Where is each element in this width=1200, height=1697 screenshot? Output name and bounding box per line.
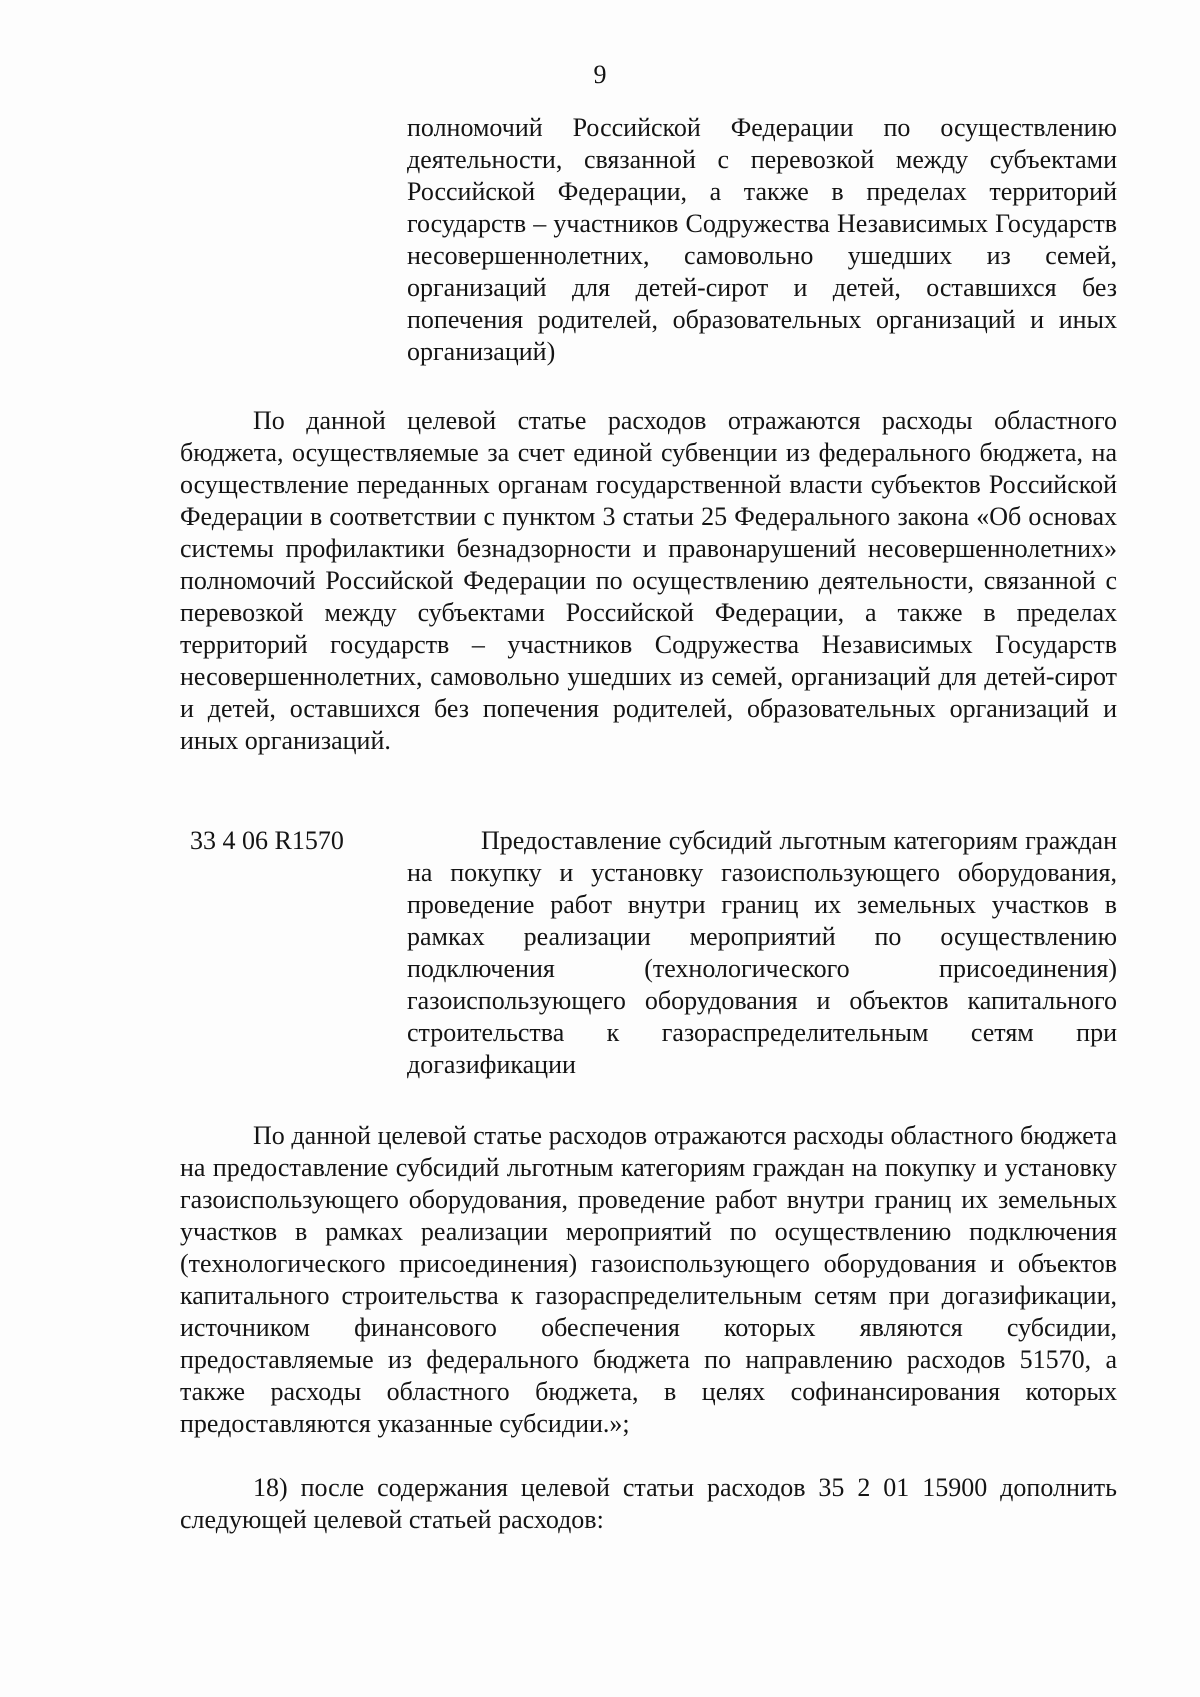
budget-code-description: Предоставление субсидий льготным категориям граждан на покупку и установку газоиспользующего оборудования, проведение работ внутри границ их земельных участков в рамках реализации мероприятий по осуществлению подключения (технологического присоединения) газоиспользующего оборудования и объектов капитального строительства к газораспределительным сетям при догазификации <box>407 826 1117 1079</box>
budget-code: 33 4 06 R1570 <box>190 826 344 855</box>
page-number: 9 <box>593 60 607 89</box>
paragraph-2: По данной целевой статье расходов отражаются расходы областного бюджета на предоставление субсидий льготным категориям граждан на покупку и установку газоиспользующего оборудования, проведение работ внутри границ их земельных участков в рамках реализации мероприятий по осуществлению подключения (технологического присоединения) газоиспользующего оборудования и объектов капитального строительства к газораспределительным сетям при догазификации, источником финансового обеспечения которых являются субсидии, предоставляемые из федерального бюджета по направлению расходов 51570, а также расходы областного бюджета, в целях софинансирования которых предоставляются указанные субсидии.»; <box>180 1121 1117 1438</box>
paragraph-1: По данной целевой статье расходов отражаются расходы областного бюджета, осуществляемые за счет единой субвенции из федерального бюджета, на осуществление переданных органам государственной власти субъектов Российской Федерации в соответствии с пунктом 3 статьи 25 Федерального закона «Об основах системы профилактики безнадзорности и правонарушений несовершеннолетних» полномочий Российской Федерации по осуществлению деятельности, связанной с перевозкой между субъектами Российской Федерации, а также в пределах территорий государств – участников Содружества Независимых Государств несовершеннолетних, самовольно ушедших из семей, организаций для детей-сирот и детей, оставшихся без попечения родителей, образовательных организаций и иных организаций. <box>180 406 1117 755</box>
intro-tail-text: полномочий Российской Федерации по осуществлению деятельности, связанной с перевозкой между субъектами Российской Федерации, а также в пределах территорий государств – участников Содружества Независимых Государств несовершеннолетних, самовольно ушедших из семей, организаций для детей-сирот и детей, оставшихся без попечения родителей, образовательных организаций и иных организаций) <box>407 113 1117 366</box>
paragraph-3: 18) после содержания целевой статьи расходов 35 2 01 15900 дополнить следующей целевой статьей расходов: <box>180 1473 1117 1534</box>
